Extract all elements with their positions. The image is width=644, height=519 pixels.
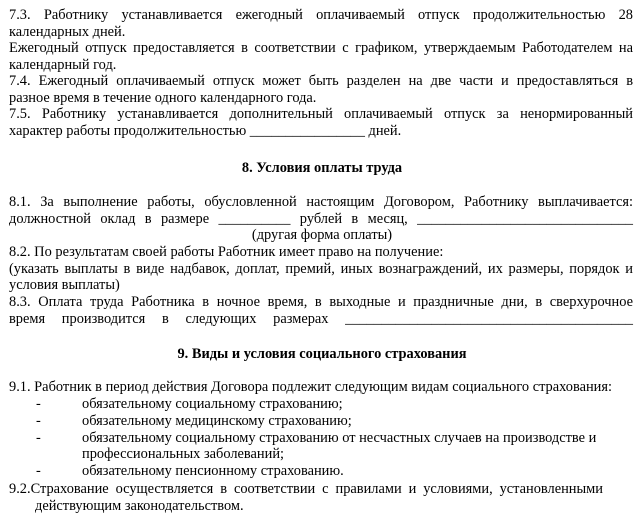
paragraph-8-2 <box>9 244 633 294</box>
text-line: действующим законодательством. <box>35 497 244 514</box>
paragraph-8-1 <box>9 194 633 227</box>
list-bullet: - <box>36 430 41 446</box>
text-line: разное время в течение одного календарного года. <box>9 89 317 106</box>
text-line: календарных дней. <box>9 23 126 40</box>
list-bullet: - <box>36 463 41 479</box>
paragraph-9-1 <box>9 379 633 396</box>
text-line: 7.4. Ежегодный оплачиваемый отпуск может быть разделен на две части и предоставляться в <box>9 73 633 89</box>
text-line: 8.2. По результатам своей работы Работник имеет право на получение: <box>9 244 444 260</box>
text-line: 7.3. Работнику устанавливается ежегодный оплачиваемый отпуск продолжительностью 28 <box>9 7 633 23</box>
paragraph-7-5 <box>9 106 633 139</box>
list-bullet: - <box>36 413 41 429</box>
list-item: обязательному медицинскому страхованию; <box>82 413 352 429</box>
text-line: 7.5. Работнику устанавливается дополнительный оплачиваемый отпуск за ненормированный <box>9 106 633 122</box>
paragraph-8-3 <box>9 294 633 327</box>
section-heading-9: 9. Виды и условия социального страхования <box>177 346 467 362</box>
text-line: время производится в следующих размерах ________________________________________ <box>9 310 633 327</box>
list-item: обязательному социальному страхованию от несчастных случаев на производстве и <box>82 430 597 446</box>
text-line: (указать выплаты в виде надбавок, доплат, премий, иных вознаграждений, их размеры, порядок и <box>9 260 633 277</box>
list-item: обязательному социальному страхованию; <box>82 396 343 412</box>
list-item: обязательному пенсионному страхованию. <box>82 463 344 479</box>
text-line: 9.2.Страхование осуществляется в соответствии с правилами и условиями, установленными <box>9 481 603 497</box>
text-line: 8.1. За выполнение работы, обусловленной настоящим Договором, Работнику выплачивается: <box>9 194 633 210</box>
text-line: 9.1. Работник в период действия Договора подлежит следующим видам социального страхования: <box>9 379 612 395</box>
text-line: Ежегодный отпуск предоставляется в соответствии с графиком, утверждаемым Работодателем на <box>9 40 633 56</box>
text-line: условия выплаты) <box>9 277 120 293</box>
text-line: 8.3. Оплата труда Работника в ночное время, в выходные и праздничные дни, в сверхурочное <box>9 294 633 310</box>
paragraph-7-4 <box>9 73 633 106</box>
section-heading-8: 8. Условия оплаты труда <box>241 160 403 176</box>
text-line: календарный год. <box>9 56 117 73</box>
text-line: должностной оклад в размере __________ рублей в месяц, ______________________________ <box>9 210 633 227</box>
paragraph-9-2 <box>9 481 633 514</box>
payment-form-note: (другая форма оплаты) <box>251 227 393 243</box>
list-item-continuation: профессиональных заболеваний; <box>82 446 285 462</box>
paragraph-7-3-schedule <box>9 40 633 73</box>
text-line: характер работы продолжительностью ________________ дней. <box>9 122 402 139</box>
paragraph-7-3 <box>9 7 633 40</box>
list-bullet: - <box>36 396 41 412</box>
